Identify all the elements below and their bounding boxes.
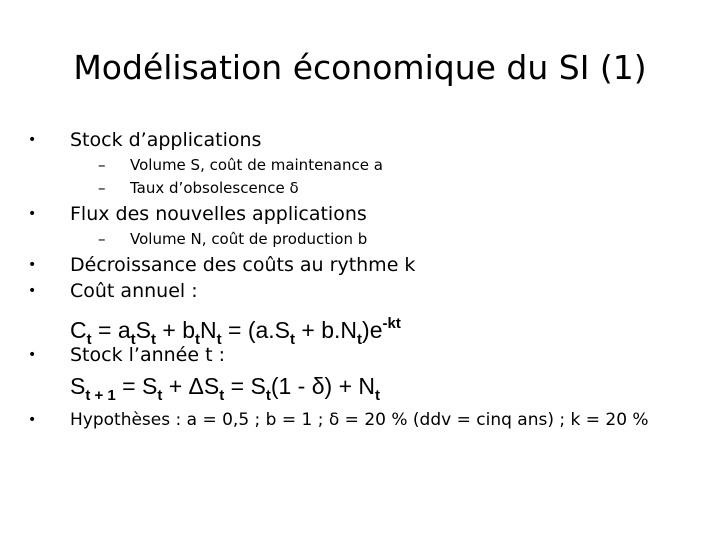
subbullet-text: Taux d’obsolescence δ — [130, 179, 299, 197]
bullet-marker: • — [28, 412, 37, 428]
slide-title: Modélisation économique du SI (1) — [73, 48, 647, 87]
cost-formula: $C_t = a_tS_t + b_tN_t = (a.S_t + b.N_t)e^{-kt}$ — [70, 315, 401, 348]
dash-marker: – — [98, 156, 106, 174]
dash-marker: – — [98, 179, 106, 197]
bullet-text: Coût annuel : — [70, 280, 198, 302]
subbullet-text: Volume N, coût de production b — [130, 230, 368, 248]
bullet-text: Stock l’année t : — [70, 344, 225, 366]
bullet-text: Décroissance des coûts au rythme k — [70, 254, 416, 276]
bullet-marker: • — [28, 283, 37, 299]
subbullet-text: Volume S, coût de maintenance a — [130, 156, 383, 174]
dash-marker: – — [98, 230, 106, 248]
bullet-text: Stock d’applications — [70, 129, 262, 151]
bullet-marker: • — [28, 206, 37, 222]
bullet-marker: • — [28, 347, 37, 363]
bullet-marker: • — [28, 132, 37, 148]
bullet-marker: • — [28, 257, 37, 273]
bullet-text: Flux des nouvelles applications — [70, 203, 367, 225]
bullet-text: Hypothèses : a = 0,5 ; b = 1 ; δ = 20 % (ddv = cinq ans) ; k = 20 % — [70, 410, 649, 430]
stock-formula: $S_{t + 1} = S_t + \Delta S_t = S_t(1 - \delta) + N_t$ — [70, 373, 381, 404]
